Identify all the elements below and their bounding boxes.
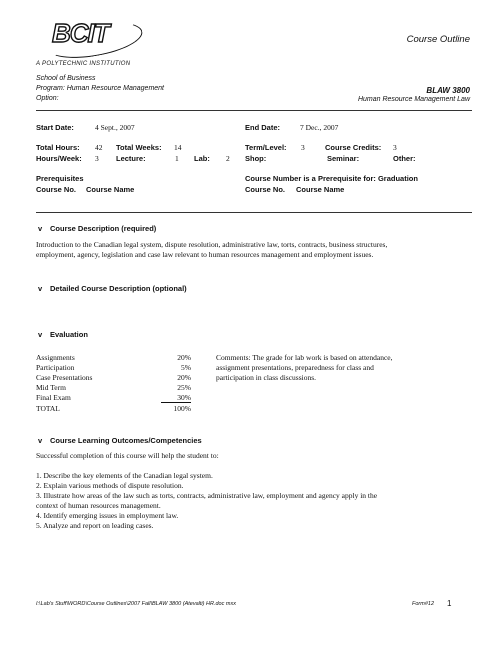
other-label: Other: bbox=[393, 154, 416, 163]
description-title: Course Description (required) bbox=[50, 224, 157, 233]
course-no-label: Course No. bbox=[36, 185, 77, 194]
footer-path: I:\Lab's Stuff\WORD\Course Outlines\2007 Fall\BLAW 3800 (Atevalti) HR.doc mxx bbox=[36, 601, 236, 607]
start-date-label: Start Date: bbox=[36, 123, 74, 132]
eval-row: Assignments 20% bbox=[36, 353, 191, 362]
course-credits-value: 3 bbox=[393, 143, 397, 152]
tagline: A POLYTECHNIC INSTITUTION bbox=[36, 61, 131, 67]
prereq-label: Prerequisites bbox=[36, 174, 84, 183]
end-date-label: End Date: bbox=[245, 123, 281, 132]
total-hours-label: Total Hours: bbox=[36, 143, 80, 152]
course-no-label-2: Course No. bbox=[245, 185, 286, 194]
outcome-item: 4. Identify emerging issues in employment law. bbox=[36, 511, 179, 520]
eval-row: Case Presentations 20% bbox=[36, 373, 191, 382]
doc-type-title: Course Outline bbox=[406, 34, 470, 45]
outcome-item: 5. Analyze and report on leading cases. bbox=[36, 521, 154, 530]
logo-text: BCIT bbox=[52, 18, 109, 48]
eval-comment-line: participation in class discussions. bbox=[216, 373, 316, 382]
start-date-value: 4 Sept., 2007 bbox=[95, 123, 135, 132]
divider bbox=[36, 212, 472, 213]
outcomes-title: Course Learning Outcomes/Competencies bbox=[50, 436, 202, 445]
seminar-label: Seminar: bbox=[327, 154, 360, 163]
description-line: Introduction to the Canadian legal system, dispute resolution, administrative law, torts, contracts, business structures, bbox=[36, 240, 388, 249]
eval-total-row: TOTAL 100% bbox=[36, 404, 191, 413]
lecture-value: 1 bbox=[175, 154, 179, 163]
divider bbox=[36, 110, 472, 111]
program-name: Program: Human Resource Management bbox=[36, 85, 165, 92]
lab-value: 2 bbox=[226, 154, 230, 163]
section-bullet: v bbox=[38, 224, 43, 233]
hours-week-value: 3 bbox=[95, 154, 99, 163]
bcit-logo bbox=[52, 18, 134, 48]
page-number: 1 bbox=[447, 599, 452, 608]
eval-row: Mid Term 25% bbox=[36, 383, 191, 392]
outcomes-intro: Successful completion of this course will help the student to: bbox=[36, 451, 219, 460]
section-bullet: v bbox=[38, 436, 43, 445]
outcome-item: context of human resources management. bbox=[36, 501, 161, 510]
eval-comment-line: Comments: The grade for lab work is based on attendance, bbox=[216, 353, 393, 362]
lab-label: Lab: bbox=[194, 154, 210, 163]
outcome-item: 2. Explain various methods of dispute resolution. bbox=[36, 481, 184, 490]
end-date-value: 7 Dec., 2007 bbox=[300, 123, 339, 132]
section-bullet: v bbox=[38, 330, 43, 339]
total-hours-value: 42 bbox=[95, 143, 103, 152]
eval-row: Participation 5% bbox=[36, 363, 191, 372]
option-label: Option: bbox=[36, 95, 59, 102]
course-title: Human Resource Management Law bbox=[357, 96, 470, 103]
evaluation-title: Evaluation bbox=[50, 330, 88, 339]
description-line: employment, agency, legislation and case law relevant to human resources management and employment issues. bbox=[36, 250, 374, 259]
lecture-label: Lecture: bbox=[116, 154, 146, 163]
course-code: BLAW 3800 bbox=[426, 86, 470, 95]
course-name-label: Course Name bbox=[86, 185, 135, 194]
prereq-for-label: Course Number is a Prerequisite for: Graduation bbox=[245, 174, 418, 183]
detailed-title: Detailed Course Description (optional) bbox=[50, 284, 187, 293]
course-credits-label: Course Credits: bbox=[325, 143, 382, 152]
outcome-item: 3. Illustrate how areas of the law such as torts, contracts, administrative law, employment and agency apply in the bbox=[36, 491, 378, 500]
eval-comment-line: assignment presentations, preparedness for class and bbox=[216, 363, 374, 372]
total-weeks-label: Total Weeks: bbox=[116, 143, 162, 152]
term-level-value: 3 bbox=[301, 143, 305, 152]
total-weeks-value: 14 bbox=[174, 143, 182, 152]
hours-week-label: Hours/Week: bbox=[36, 154, 82, 163]
school-name: School of Business bbox=[36, 75, 96, 82]
course-name-label-2: Course Name bbox=[296, 185, 345, 194]
footer-form: Form#12 bbox=[412, 601, 435, 607]
outcome-item: 1. Describe the key elements of the Canadian legal system. bbox=[36, 471, 213, 480]
term-level-label: Term/Level: bbox=[245, 143, 287, 152]
shop-label: Shop: bbox=[245, 154, 267, 163]
section-bullet: v bbox=[38, 284, 43, 293]
eval-row: Final Exam 30% bbox=[36, 393, 191, 402]
